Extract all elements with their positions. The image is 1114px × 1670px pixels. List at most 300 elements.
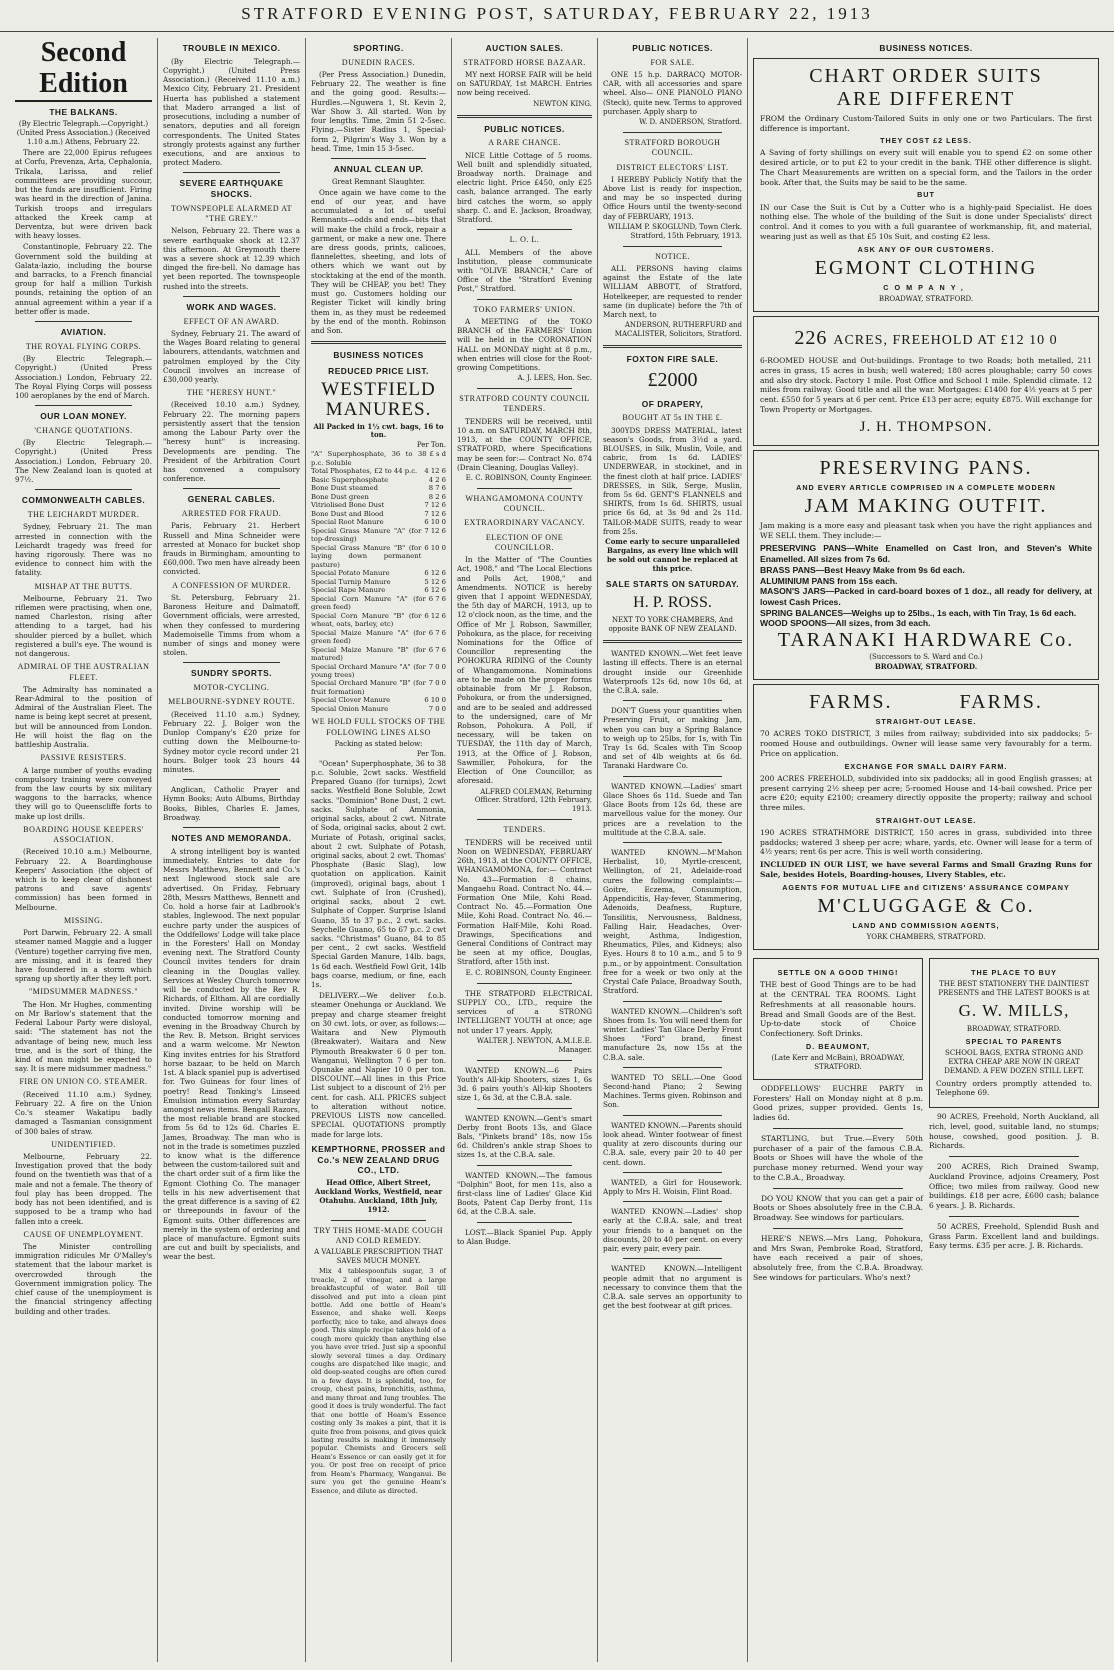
article-heading: THE LEICHARDT MURDER. xyxy=(27,510,140,520)
column-3 xyxy=(306,38,452,1662)
article-body: THE STRATFORD ELECTRICAL SUPPLY CO., LTD., require the services of a STRONG INTELLIGENT YOUTH at once; age not under 17 years. Apply, xyxy=(457,988,592,1035)
price-item-price: 7 0 0 xyxy=(428,679,446,688)
price-row xyxy=(311,663,446,680)
article-dateline: (By Electric Telegraph.—Copyright.) (United Press Association.) (Received 1.10 a.m.) Athens, February 22. xyxy=(16,120,151,147)
price-item-name: Special Grass Manure "A" (for top-dressing) xyxy=(311,526,422,544)
article-body: Paris, February 21. Herbert Russell and Mina Schneider were arrested at Monaco for bucket shop frauds in Birmingham, amounting to £60,000. Two men have already been convicted. xyxy=(163,521,300,577)
price-item-name: Basic Superphosphate xyxy=(311,475,389,484)
ad-note: INCLUDED IN OUR LIST, we have several Farms and Small Grazing Runs for Sale, besides Hotels, Boarding-houses, Livery Stables, etc. xyxy=(760,860,1092,879)
price-item-price: 7 12 6 xyxy=(424,509,446,518)
article-heading: TRY THIS HOME-MADE COUGH AND COLD REMEDY. xyxy=(313,1225,444,1246)
article-heading: STRATFORD BOROUGH COUNCIL. xyxy=(624,138,721,158)
divider xyxy=(773,1228,903,1229)
price-item-price: 7 0 0 xyxy=(428,704,446,713)
price-item-name: Special Orchard Manure "A" (for young trees) xyxy=(311,662,426,679)
article-body: ALL Members of the above Institution, please communicate with "OLIVE BRANCH," Care of Office of the "Stratford Evening Post," Stratford. xyxy=(457,247,592,294)
ad-firm-name: TARANAKI HARDWARE Co. xyxy=(777,629,1075,652)
article-body: (Received 11.10 a.m.) Sydney, February 22. A fire on the Union Co.'s steamer Wakatipu badly damaged a Tasmanian consignment of 300 bales of straw. xyxy=(15,1089,152,1136)
article-body: Sydney, February 21. The award of the Wages Board relating to general labourers, attendants, watchmen and patrolmen employed by the City Council involves an increase of £30,000 yearly. xyxy=(163,328,300,384)
section-title: SEVERE EARTHQUAKE SHOCKS. xyxy=(179,178,284,200)
price-row xyxy=(311,467,446,475)
divider xyxy=(623,1172,722,1173)
price-item-price: 6 7 6 xyxy=(428,645,446,654)
ad-subheading: BUT xyxy=(917,190,935,200)
brand-heading: WESTFIELD MANURES. xyxy=(321,378,436,420)
divider xyxy=(773,1128,903,1129)
price-item-name: Total Phosphates, £2 to 44 p.c. xyxy=(311,467,418,476)
article-body: NICE Little Cottage of 5 rooms. Well built and splendidly situated, Broadway north. Drainage and electric light. Price £450, only £25 cash, balance arranged. The early bird catches the worm, so apply sharp. C. and E. Jackson, Broadway, Stratford. xyxy=(457,150,592,225)
ad-firm-sub: (Successors to S. Ward and Co.) xyxy=(869,653,983,662)
signature: W. D. ANDERSON, Stratford. xyxy=(639,118,742,127)
price-item-price: 8 2 6 xyxy=(428,492,446,501)
ad-taranaki-hardware xyxy=(753,450,1099,681)
divider xyxy=(183,662,280,663)
divider xyxy=(623,246,722,247)
section-title: COMMONWEALTH CABLES. xyxy=(21,495,146,506)
ad-headline: THE PLACE TO BUY xyxy=(971,968,1057,978)
ad-body: 190 ACRES STRATHMORE DISTRICT, 150 acres in grass, subdivided into three paddocks; watered 3 sheep per acre; whare, yards, etc. Owner will lease for a term of 4½ years; rent 6s per acre. This is well worth considering. xyxy=(760,827,1092,857)
ad-body: 200 ACRES FREEHOLD, subdivided into six paddocks; all in good English grasses; at present carrying 2½ sheep per acre; 5-roomed House and 14-bail cowshed. Price per acre £20; equity £2100; creamery directly opposite the property; railway and school three miles. xyxy=(760,773,1092,813)
classified-ad: DO YOU KNOW that you can get a pair of Boots or Shoes absolutely free in the C.B.A. Broadway. See windows for particulars. xyxy=(753,1193,923,1223)
article-heading: FOR SALE. xyxy=(650,57,695,67)
column-4 xyxy=(452,38,598,1662)
price-item-price: 7 0 0 xyxy=(428,662,446,671)
ad-headline: ACRES, FREEHOLD AT £12 10 0 xyxy=(833,333,1058,349)
ad-headline: SETTLE ON A GOOD THING! xyxy=(777,968,899,978)
article-heading: ELECTION OF ONE COUNCILLOR. xyxy=(485,532,564,552)
ad-body: SCHOOL BAGS, EXTRA STRONG AND EXTRA CHEAP ARE NOW IN GREAT DEMAND. A FEW DOZEN STILL LEFT. xyxy=(944,1048,1084,1075)
ad-gw-mills xyxy=(929,958,1099,1108)
divider xyxy=(311,341,446,344)
section-title: AVIATION. xyxy=(60,327,107,338)
section-title: FOXTON FIRE SALE. xyxy=(626,354,719,365)
price-row xyxy=(311,510,446,518)
ad-body: THE best of Good Things are to be had at the CENTRAL TEA ROOMS. Light Refreshments at all reasonable hours. Bread and Small Goods are of the Best. Up-to-date stock of Choice Confectionery. Soft Drinks. xyxy=(760,980,916,1039)
divider xyxy=(949,1156,1079,1157)
section-title: ANNUAL CLEAN UP. xyxy=(333,163,424,174)
price-item-price: 6 12 6 xyxy=(424,569,446,578)
divider xyxy=(477,488,572,489)
article-body: MY next HORSE FAIR will be held on SATURDAY, 1st MARCH. Entries now being received. xyxy=(457,69,592,98)
ad-note: Country orders promptly attended to. Telephone 69. xyxy=(936,1078,1092,1098)
price-row xyxy=(311,629,446,646)
section-title: SUNDRY SPORTS. xyxy=(191,668,272,679)
price-item-price: 7 12 6 xyxy=(424,526,446,535)
article-body: In the Matter of "The Counties Act, 1908," and "The Local Elections and Polls Act, 1908," and Amendments. NOTICE is hereby given that I appoint WEDNESDAY, the 5th day of MARCH, 1913, up to 12 o'clock noon, as the time, and the Office of Mr J. Robson, Sawmiller, Pohokura, as the place, for receiving Nominations for the Office of Councillor representing the POHOKURA RIDING of the County of Whangamomona. Nominations are to be made on the proper forms obtainable from Mr J. Robson, Pohokura, or from the undersigned, and are to be sealed and addressed to the undersigned, care of Mr Robson, Pohokura. A Poll, if necessary, will be taken on TUESDAY, the 11th day of March, 1913, at the Office of J. Robson, Sawmiller, Pohokura, for the Election of One Councillor, as aforesaid. xyxy=(457,555,592,786)
price-item-price: 8 7 6 xyxy=(428,484,446,493)
price-item-price: 6 12 6 xyxy=(424,586,446,595)
firm-address: NEXT TO YORK CHAMBERS, And opposite BANK OF NEW ZEALAND. xyxy=(608,616,737,634)
ad-firm-name: G. W. MILLS, xyxy=(958,1001,1070,1021)
price-row xyxy=(311,527,446,544)
price-item-name: Special Rape Manure xyxy=(311,586,386,595)
price-item-name: Special Grass Manure "B" (for laying down permanent pasture) xyxy=(311,543,422,569)
ad-egmont-clothing xyxy=(753,58,1099,312)
price-item-name: Bone Dust steamed xyxy=(311,484,378,493)
classified-ad: 90 ACRES, Freehold, North Auckland, all rich, level, good, suitable land, no stumps; house, cowshed, good position. J. B. Richards. xyxy=(929,1112,1099,1151)
article-heading: TOWNSPEOPLE ALARMED AT "THE GREY." xyxy=(170,203,293,224)
divider xyxy=(623,1201,722,1202)
article-body: TENDERS will be received until Noon on WEDNESDAY, FEBRUARY 26th, 1913, at the COUNTY OFFICE, WHANGAMOMONA, for:— Contract No. 43—Formation 8 chains, Mangaehu Road. Contract No. 44.—Formation One Mile, Kohi Road. Contract No. 45.—Formation One Mile, Kohi Road. Contract No. 46.—Formation Half-Mile, Kohi Road. Drawings, Specifications and General Conditions of Contract may be seen at my office, Douglas, Stratford, after 15th inst. xyxy=(457,837,592,967)
firm-name: H. P. ROSS. xyxy=(633,593,712,611)
ad-subheading: EXCHANGE FOR SMALL DAIRY FARM. xyxy=(844,761,1008,771)
article-heading: NOTICE. xyxy=(655,251,690,261)
divider xyxy=(477,1165,572,1166)
divider xyxy=(35,405,132,406)
classified-ad: DON'T Guess your quantities when Preserving Fruit, or making Jam, when you can buy a Spring Balance to weigh up to 25lbs, for 1s, with Tin Tray 1s 6d. Scales with Tin Scoop and set of 4lb weights at 6s 6d. Taranaki Hardware Co. xyxy=(603,706,742,771)
per-ton-label: Per Ton. xyxy=(416,749,446,758)
article-body: (Received 10.10 a.m.) Sydney, February 22. The morning papers persistently assert that the tension among the Labour Party over the "heresy hunt" is increasing. Developments are pending. The President of the Arbitration Court has convened a compulsory conference. xyxy=(163,400,300,484)
signature: E. C. ROBINSON, County Engineer. xyxy=(465,968,592,977)
ad-body: 6-ROOMED HOUSE and Out-buildings. Frontage to two Roads; both metalled, 211 acres in grass, 15 acres in bush; well watered; 180 acres ploughable; carry 50 cows and also dry stock. Factory 1 mile. Post Office and School 1 mile. Splendid climate. 12 miles from railway. Good title and all the war. Mortgages: £1400 for 4½ years at 5 per cent. £550 for 5 years at 6 per cent. Price £13 per acre; equity £875. Will exchange for Town Property or Mortgages. xyxy=(760,356,1092,414)
article-body: The Hon. Mr Hughes, commenting on Mr Barlow's statement that the Federal Labour Party were disloyal, said: "The statement has not the advantage of being new, much less true, and is the sort of thing, the kind of man might be expected to say. It is mere midsummer madness." xyxy=(15,999,152,1074)
article-heading: A CONFESSION OF MURDER. xyxy=(172,580,291,590)
article-heading: MISSING. xyxy=(64,915,103,925)
divider xyxy=(35,489,132,490)
column-2 xyxy=(158,38,306,1662)
price-row xyxy=(311,569,446,577)
divider xyxy=(623,1115,722,1116)
article-heading: UNIDENTIFIED. xyxy=(51,1139,116,1149)
advertisement: Anglican, Catholic Prayer and Hymn Books; Auto Albums, Birthday Books, Bibles, Charles E. James, Broadway. xyxy=(163,785,300,822)
article-heading: STRATFORD COUNTY COUNCIL TENDERS. xyxy=(459,394,590,414)
ad-headline: PRESERVING PANS. xyxy=(819,456,1033,479)
ad-left-column xyxy=(753,954,923,1286)
ad-firm-name: M'CLUGGAGE & Co. xyxy=(817,894,1035,917)
price-item-name: Special Corn Manure "B" (for wheat, oats, barley, etc) xyxy=(311,611,422,629)
article-heading: MELBOURNE-SYDNEY ROUTE. xyxy=(168,697,295,707)
article-heading: L. O. L. xyxy=(509,235,540,245)
article-heading: THE "HERESY HUNT." xyxy=(186,388,277,398)
section-title: BUSINESS NOTICES. xyxy=(879,43,973,53)
price-item-price: 7 12 6 xyxy=(424,501,446,510)
ad-subheading: STRAIGHT-OUT LEASE. xyxy=(875,717,977,727)
article-heading: TENDERS. xyxy=(503,825,546,835)
article-body: I HEREBY Publicly Notify that the Above List is ready for inspection, and may be so inspected during Office Hours until the twenty-second day of FEBRUARY, 1913. xyxy=(603,174,742,221)
article-body: A MEETING of the TOKO BRANCH of the FARMERS' Union will be held in the CORONATION HALL on MONDAY night at 8 p.m., when entries will close for the Root-growing Competitions. xyxy=(457,316,592,372)
article-body: Port Darwin, February 22. A small steamer named Maggie and a lugger (Venture) together carrying five men, are missing, and it is feared they have foundered in a storm which sprang up shortly after they left port. xyxy=(15,928,152,984)
hardware-list-item: ALUMINIUM PANS from 15s each. xyxy=(760,575,898,586)
article-body: Melbourne, February 22. Investigation proved that the body found on the twentieth was that of a male and not a female. The theory of foul play has been dropped. The body has not been identified, and is supposed to be a tramp who had fallen into a creek. xyxy=(15,1152,152,1226)
divider xyxy=(457,115,592,118)
divider xyxy=(477,299,572,300)
article-body: "Ocean" Superphosphate, 36 to 38 p.c. Soluble, 2cwt sacks. Westfield Prepared Guano (for turnips), 2cwt sacks. Westfield Bone Soluble, 2cwt sacks. "Dominion" Bone Dust, 2 cwt. sacks. Sulphate of Ammonia, original sacks, about 2 cwt. Nitrate of Soda, original sacks, about 2 cwt. Muriate of Potash, original sacks, about 2 cwt. Sulphate of Potash, original sacks, about 2 cwt. Thomas' Phosphate (Basic Slag), low quotation on application. Kainit (improved), original bags, about 1 cwt. Sulphate of Iron (Crushed), original sacks, about 2 cwt. Sulphate of Copper. Surprise Island Guano, 35 to 37 p.c., 2 cwt. sacks. Seychelle Guano, 65 to 67 p.c. 2 cwt sacks. "Christmas" Guano, 84 to 85 per cent., 2 cwt sacks. Westfield Special Garden Manure, 14lb. bags, 1s 6d each. Westfield Fowl Grit, 14lb bags coarse, medium, or fine, each 1s. xyxy=(311,758,446,990)
section-title: GENERAL CABLES. xyxy=(187,494,276,505)
ad-firm-name: EGMONT CLOTHING xyxy=(814,256,1038,279)
classified-ad: LOST.—Black Spaniel Pup. Apply to Alan Budge. xyxy=(457,1227,592,1246)
article-heading: ARRESTED FOR FRAUD. xyxy=(181,509,282,519)
price-item-price: 6 12 6 xyxy=(424,611,446,620)
ad-address: BROADWAY, STRATFORD. xyxy=(966,1024,1062,1033)
signature: A. J. LEES, Hon. Sec. xyxy=(517,374,592,383)
section-title: OUR LOAN MONEY. xyxy=(40,411,127,422)
price-row xyxy=(311,578,446,586)
article-body: (By Electric Telegraph.—Copyright.) (United Press Association.) London, February 20. The New Zealand loan is quoted at 97½. xyxy=(15,438,152,485)
edition-title: Second Edition xyxy=(15,38,152,102)
classified-ad: WANTED KNOWN.—Ladies' smart Glace Shoes 6s 11d. Suede and Tan Glace Boots from 12s 6d, these are marvellous value for the money. Our prices are a revelation to the multitude at the C.B.A. sale. xyxy=(603,781,742,837)
price-item-price: 6 10 0 xyxy=(424,518,446,527)
ad-headline: FARMS. FARMS. xyxy=(809,691,1043,714)
ad-body: FROM the Ordinary Custom-Tailored Suits in only one or two Particulars. The first difference is important. xyxy=(760,113,1092,133)
price-item-name: Special Potato Manure xyxy=(311,569,390,578)
ad-subheading: ASK ANY OF OUR CUSTOMERS. xyxy=(857,244,995,254)
firm-address: Head Office, Albert Street, Auckland Works, Westfield, near Otahuhu. Auckland, 18th July, 1912. xyxy=(314,1178,443,1214)
article-body: DELIVERY.—We deliver f.o.b. steamer Onehunga or Auckland. We prepay and charge steamer freight on 30 cwt. lots, or over, as follows:— Waitara and New Plymouth (Breakwater). Waitara and New Plymouth Breakwater 6 0 per ton. Wanganui, Wellington 7 6 per ton. Opunake and Napier 10 0 per ton. DISCOUNT.—All lines in this Price List subject to a discount of 2½ per cent. for cash. ALL PRICES subject to alteration without notice. PREVIOUS LISTS now cancelled. SPECIAL QUOTATIONS promptly made for large lots. xyxy=(311,991,446,1139)
classified-ad: WANTED KNOWN.—Intelligent people admit that no argument is necessary to convince them that the C.B.A. sale serves an opportunity to get the best footwear at gift prices. xyxy=(603,1264,742,1311)
divider xyxy=(35,321,132,322)
article-body: Mix 4 tablespoonfuls sugar, 3 of treacle, 2 of vinegar, and a large breakfastcupful of water. Boil till dissolved and put into a clean pint bottle. Add one bottle of Heam's Essence, and shake well. Keeps perfectly, nice to take, and always does good. This simple recipe takes hold of a cough more quickly than anything else you have ever tried. Just sip a spoonful slowly several times a day. Ordinary coughs are dispatched like magic, and old deep-seated coughs are often cured in a few days. It is splendid, too, for croup, chest pains, bronchitis, asthma, and many throat and lung troubles. The good it does is truly wonderful. The fact that one bottle of Heam's Essence costing only 3s makes a pint, that it is quite free from poisons, and gives quick lasting results is making it immensely popular. Chemists and Grocers sell Heam's Essence or can easily get it for you. Or post free on receipt of price from Heam's Pharmacy, Wanganui. Be sure you get the genuine Heam's Essence, and dilute as directed. xyxy=(311,1267,446,1495)
price-item-name: Vitriolised Bone Dust xyxy=(311,501,385,510)
price-item-name: Special Onion Manure xyxy=(311,704,389,713)
divider xyxy=(477,983,572,984)
classified-ad: WANTED TO SELL.—One Good Second-hand Piano; 2 Sewing Machines. Terms given. Robinson and Son. xyxy=(603,1072,742,1110)
ad-firm-sub: LAND AND COMMISSION AGENTS, xyxy=(852,920,1000,930)
price-row xyxy=(311,493,446,501)
classified-ad: WANTED KNOWN.—Wet feet leave lasting ill effects. There is an eternal drought inside our Greenhide Waterproofs 12s 6d, now 10s 6d, at the C.B.A. sale. xyxy=(603,649,742,695)
ad-body: THE BEST STATIONERY THE DAINTIEST PRESENTS and THE LATEST BOOKS is at xyxy=(938,980,1090,998)
divider xyxy=(623,700,722,701)
ad-address: (Late Kerr and McBain), BROADWAY, STRATFORD. xyxy=(771,1054,905,1072)
article-subheading: Packing as stated below: xyxy=(334,739,423,748)
ad-mccluggage-farms xyxy=(753,684,1099,950)
hardware-list-item: BRASS PANS—Best Heavy Make from 9s 6d each. xyxy=(760,564,965,575)
ad-address: BROADWAY, STRATFORD. xyxy=(878,295,974,304)
classified-ad: 200 ACRES, Rich Drained Swamp, Auckland Province, adjoins Creamery, Post Office; two miles from railway. Good new buildings. £18 per acre, £600 cash; balance 6 years. J. B. Richards. xyxy=(929,1162,1099,1211)
divider xyxy=(183,827,280,828)
ad-address: YORK CHAMBERS, STRATFORD. xyxy=(866,933,986,942)
article-body: ONE 15 h.p. DARRACQ MOTOR-CAR, with all accessories and spare wheel. Also— ONE PIANOLO PIANO (Steck), quite new. Terms to approved purchaser. Apply sharp to xyxy=(603,69,742,116)
article-heading: MOTOR-CYCLING. xyxy=(193,683,270,693)
article-heading: STRATFORD HORSE BAZAAR. xyxy=(463,57,586,67)
price-row xyxy=(311,705,446,713)
price-item-name: Special Corn Manure "A" (for green feed) xyxy=(311,594,426,612)
hardware-list-item: SPRING BALANCES—Weighs up to 25lbs., 1s each, with Tin Tray, 1s 6d each. xyxy=(760,607,1077,618)
divider xyxy=(603,345,742,348)
article-body: (Per Press Association.) Dunedin, February 22. The weather is fine and the going good. Results:— Hurdles.—Nguwera 1, St. Kevin 2, War Show 3. All started. Won by four lengths. Time, 2min 51 2-5sec. Flying.—Sister Radius 1, Special-form 2, Pilgrim's Way 3. Won by a head. Time, 1min 15 3-5sec. xyxy=(311,69,446,153)
divider xyxy=(331,158,426,159)
article-heading: FIRE ON UNION CO. STEAMER. xyxy=(19,1077,148,1087)
signature: WILLIAM P. SKOGLUND, Town Clerk. Stratford, 15th February, 1913. xyxy=(607,222,742,240)
hardware-list-item: MASON'S JARS—Packed in card-board boxes of 1 doz., all ready for delivery, at lowest Cash Prices. xyxy=(760,586,1092,607)
article-subheading: A VALUABLE PRESCRIPTION THAT SAVES MUCH MONEY. xyxy=(314,1248,443,1266)
ad-headline: JAM MAKING OUTFIT. xyxy=(804,494,1048,517)
price-row xyxy=(311,595,446,612)
ad-firm-name: J. H. THOMPSON. xyxy=(859,418,993,435)
article-heading: DISTRICT ELECTORS' LIST. xyxy=(616,162,729,172)
classified-ad: WANTED, a Girl for Housework. Apply to Mrs H. Woisin, Flint Road. xyxy=(603,1177,742,1197)
article-heading: ADMIRAL OF THE AUSTRALIAN FLEET. xyxy=(17,662,150,682)
article-body: The Minister controlling immigration ridicules Mr O'Malley's statement that the labour market is overcrowded through the Government immigration policy. The chief cause of the unemployment is the financial stringency affecting building and other trades. xyxy=(15,1241,152,1316)
article-body: (Received 10.10 a.m.) Melbourne, February 22. A Boardinghouse Keepers' Association (the object of which is to keep clear of dishonest patrons and save agents' commission) has been formed in Melbourne. xyxy=(15,847,152,912)
article-body: (By Electric Telegraph.—Copyright.) (United Press Association.) (Received 11.10 a.m.) Mexico City, February 21. President Huerta has published a statement that Madero arranged a list of prosecutions, including a number of senators, deputies and all foreign correspondents. The United States strongly protests against any further executions, and are anxious to protect Madero. xyxy=(163,56,300,168)
section-title: PUBLIC NOTICES. xyxy=(632,43,713,53)
article-heading: CAUSE OF UNEMPLOYMENT. xyxy=(23,1229,144,1239)
sale-start: SALE STARTS ON SATURDAY. xyxy=(605,578,740,589)
article-subheading: BOUGHT AT 5s IN THE £. xyxy=(622,413,723,423)
ad-subheading: THEY COST £2 LESS. xyxy=(880,136,972,146)
divider xyxy=(603,640,742,643)
brand-subheading: All Packed in 1½ cwt. bags, 16 to ton. xyxy=(313,421,444,440)
price-row xyxy=(311,501,446,509)
ad-subheading: SPECIAL TO PARENTS xyxy=(965,1036,1063,1046)
price-row xyxy=(311,679,446,696)
classified-ad: WANTED KNOWN.—Parents should look ahead. Winter footwear of finest quality at zero discounts during our C.B.A. sale, every pair 20 to 40 per cent. down. xyxy=(603,1120,742,1167)
divider xyxy=(477,1108,572,1109)
article-subheading: Great Remnant Slaughter. xyxy=(331,177,426,186)
article-heading: DUNEDIN RACES. xyxy=(341,57,416,67)
ad-agents: AGENTS FOR MUTUAL LIFE and CITIZENS' ASSURANCE COMPANY xyxy=(782,882,1070,892)
divider xyxy=(623,132,722,133)
classified-ad: STARTLING, but True.—Every 50th purchaser of a pair of the famous C.B.A. Boots or Shoes will have the whole of the purchase money returned. Wend your way to the C.B.A., Broadway. xyxy=(753,1133,923,1182)
masthead: STRATFORD EVENING POST, SATURDAY, FEBRUARY 22, 1913 xyxy=(0,4,1114,32)
section-title: THE BALKANS. xyxy=(49,106,118,117)
classified-ad: WANTED KNOWN.—Ladies' shop early at the C.B.A. sale, and treat your friends to a banquet on the discounts, 20 to 40 per cent. on every pair, every pair, every pair. xyxy=(603,1207,742,1254)
price-item-name: Bone Dust green xyxy=(311,492,369,501)
signature: NEWTON KING. xyxy=(533,99,592,108)
column-5 xyxy=(598,38,748,1662)
price-row xyxy=(311,612,446,629)
ad-subheading: STRAIGHT-OUT LEASE. xyxy=(875,815,977,825)
article-body: Nelson, February 22. There was a severe earthquake shock at 12.37 this afternoon. At Greymouth there was a severe shock at 12.39 which dinged the fire-bell. No damage has yet been reported. The townspeople rushed into the streets. xyxy=(163,226,300,291)
article-body: A strong intelligent boy is wanted immediately. Entries to date for Messrs Matthews, Bennett and Co.'s next Inglewood stock sale are advertised. On Friday, February 28th, Messrs Matthews, Bennett and Co. hold a horse fair at Ladbrook's stables, Inglewood. The next popular euchre party under the auspices of the Oddfellows' Lodge will take place in the Foresters' Hall on Monday evening next. The Stratford County Council invites tenders for drain cleaning in the Douglas valley. Services at Wesley Church tomorrow will be conducted by the Rev R. Richards, of Eltham. All are cordially invited. Divine worship will be conducted tomorrow morning and evening in the Broadway Church by the Rev. B. Metson. Bright services and a warm welcome. Mr Newton King invites entries for his Stratford horse bazaar, to be held on March 1st. A black spaniel pup is advertised for. Two Guineas for four lines of poetry! Read Tonking's Linseed Emulsion intimation every Saturday amongst news items. Bengall Razors, the most reliable brand are stocked from 5s 6d to 12s 6d. Charles E. James, Broadway. The man who is not in the trade is sometimes puzzled to know what is the difference between the custom-tailored suit and the chart order suit of a firm like the Egmont Clothing Co. The manager tells in his new advertisement that the great difference is a saving of £2 or threepounds in favour of the Egmont suits. Other differences are merely in the system of ordering and place of manufacture. Egmont suits are cut and built by specialists, and wear the best. xyxy=(163,846,300,1262)
price-item-price: £ s d xyxy=(429,450,446,459)
signature: E. C. ROBINSON, County Engineer. xyxy=(465,473,592,482)
price-row xyxy=(311,484,446,492)
ad-address: BROADWAY, STRATFORD. xyxy=(874,662,978,672)
divider xyxy=(949,1216,1079,1217)
price-row xyxy=(311,586,446,594)
article-body: 300YDS DRESS MATERIAL, latest season's Goods, from 3½d a yard. BLOUSES, in Silk, Muslin, Voile, and cabric, from 1s 6d. LADIES' UNDERWEAR, in stockinet, and in the finest cloth at half price. LADIES' DRESSES, in Silk, Serge, Muslin, from 5s 6d. GENT'S FLANNELS and SHIRTS, from 1s 6d. SHIRTS, usual price 6s 6d, at 3s 9d and 2s 11d. TAILOR-MADE SUITS, ready to wear from 25s. xyxy=(603,425,742,536)
article-body: St. Petersburg, February 21. Baroness Heiture and Dalmatoff, Government officials, were arrested, when they confessed to murdering Mademoiselle Timms from whom a number of sings and money were stolen. xyxy=(163,592,300,658)
ad-central-tea-rooms xyxy=(753,958,923,1080)
price-row xyxy=(311,518,446,526)
ad-subheading: AND EVERY ARTICLE COMPRISED IN A COMPLETE MODERN xyxy=(796,482,1056,492)
divider xyxy=(477,229,572,230)
price-item-name: Special Root Manure xyxy=(311,518,384,527)
ad-right-column xyxy=(929,954,1099,1286)
classified-ad: WANTED KNOWN.—6 Pairs Youth's All-kip Shooters, sizes 1, 6s 3d. 6 pairs youth's All-kip Shooters size 1, 6s 3d, at the C.B.A. sale. xyxy=(457,1065,592,1103)
section-title: TROUBLE IN MEXICO. xyxy=(182,43,281,53)
per-ton-label: Per Ton. xyxy=(416,441,446,450)
article-body: (By Electric Telegraph.—Copyright.) (United Press Association.) London, February 22. The Royal Flying Corps will possess 100 aeroplanes by the end of March. xyxy=(15,354,152,400)
classified-ad: 50 ACRES, Freehold, Splendid Bush and Grass Farm. Excellent land and buildings. Easy terms. £35 per acre. J. B. Richards. xyxy=(929,1221,1099,1251)
section-title: BUSINESS NOTICES xyxy=(333,350,424,361)
divider xyxy=(183,296,280,297)
divider xyxy=(477,388,572,389)
sale-note: Come early to secure unparalleled Bargains, as every line which will be sold out cannot be replaced at this price. xyxy=(605,537,740,573)
signature: ANDERSON, RUTHERFURD and MACALISTER, Solicitors, Stratford. xyxy=(614,321,742,339)
classified-ad: ODDFELLOWS' EUCHRE PARTY in Foresters' Hall on Monday night at 8 p.m. Good prizes, supper provided. Gents 1s, ladies 6d. xyxy=(753,1083,923,1123)
firm-name: KEMPTHORNE, PROSSER and Co.'s NEW ZEALAND DRUG CO., LTD. xyxy=(311,1143,446,1176)
article-body: Constantinople, February 22. The Government sold the building at Galata-lazio, including the bourse and barracks, to a French financial group for half a million Turkish pounds, retaining the option of an annual agreement within a year if a better offer is made. xyxy=(15,242,152,316)
divider xyxy=(623,1258,722,1259)
article-heading: PASSIVE RESISTERS. xyxy=(40,753,127,763)
article-heading: MISHAP AT THE BUTTS. xyxy=(34,581,133,591)
divider xyxy=(183,779,280,780)
price-row xyxy=(311,544,446,569)
hardware-list-item: PRESERVING PANS—White Enamelled on Cast Iron, and Steven's White Enamelled. All sizes from 7s 6d. xyxy=(760,543,1092,565)
divider xyxy=(477,1060,572,1061)
ad-headline: ARE DIFFERENT xyxy=(836,87,1016,110)
section-title: SPORTING. xyxy=(353,43,404,53)
ad-two-column-block xyxy=(753,954,1099,1286)
divider xyxy=(477,819,572,820)
column-1 xyxy=(10,38,158,1662)
classified-ad: WANTED KNOWN.—Gent's smart Derby front Boots 13s, and Glace Bals, "Pinkets brand" 18s, now 15s 6d. Children's ankle strap Shoes to sizes 1s, at the C.B.A. sale. xyxy=(457,1113,592,1160)
divider xyxy=(623,1067,722,1068)
classified-ad: WANTED KNOWN.—Children's soft Shoes from 1s. You will need them for winter. Ladies' Tan Glace Derby Front Shoes "Ford" brand, finest manufacture 2s, now 15s at the C.B.A. sale. xyxy=(603,1006,742,1062)
acres-number: 226 xyxy=(794,327,828,350)
price-item-name: Special Turnip Manure xyxy=(311,577,391,586)
price-item-price: 6 10 0 xyxy=(424,696,446,705)
section-title: AUCTION SALES. xyxy=(485,43,564,53)
price-row xyxy=(311,450,446,467)
price-item-name: Special Maize Manure "A" (for green feed) xyxy=(311,628,426,646)
price-item-price: 6 7 6 xyxy=(428,594,446,603)
section-title: PUBLIC NOTICES. xyxy=(484,123,565,134)
article-heading: 'CHANGE QUOTATIONS. xyxy=(34,425,133,435)
ad-firm-sub: COMPANY, xyxy=(883,282,969,292)
ad-body: A Saving of forty shillings on every suit will enable you to spend £2 on some other desired article, or to put £2 to your credit in the bank. THE other difference is slight. The Chart Measurements are written on a special form, and the Tailors in the order book. After that, the Suits may be said to be the same. xyxy=(760,148,1092,187)
newspaper-columns xyxy=(10,38,1104,1662)
article-body: ALL PERSONS having claims against the Estate of the late WILLIAM ABBOTT, of Stratford, Hotelkeeper, are requested to render same (in duplicate) before the 7th of March next, to xyxy=(603,263,742,320)
price-item-price: 6 7 6 xyxy=(428,628,446,637)
article-heading: "MIDSUMMER MADNESS." xyxy=(29,987,138,997)
ad-body: IN our Case the Suit is Cut by a Cutter who is a highly-paid Specialist. He does nothing else. The whole of the building of the Suit is done under Specialists' direct control. And it comes to you with a full guarantee of workmanship, fit, and material, wearing just as well as that £5 10s Suit, and costing £2 less. xyxy=(760,202,1092,241)
price-row xyxy=(311,476,446,484)
divider xyxy=(773,1188,903,1189)
article-body: Sydney, February 21. The man arrested in connection with the Leichardt tragedy was freed for having rigorously. There was no evidence to connect him with the fatality. xyxy=(15,522,152,578)
hardware-list xyxy=(760,543,1092,629)
article-body: The Admiralty has nominated a Rear-Admiral to the position of Admiral of the Australian Fleet. The name is being kept secret at present, but will be announced from London. He will hoist the flag on the battleship Australia. xyxy=(15,684,152,750)
section-title: NOTES AND MEMORANDA. xyxy=(171,833,292,844)
price-item-price: 4 12 6 xyxy=(424,467,446,476)
price-item-name: Bone Dust and Blood xyxy=(311,509,384,518)
divider xyxy=(183,172,280,173)
price-item-price: 6 10 0 xyxy=(424,543,446,552)
price-item-name: Special Maize Manure "B" (for matured) xyxy=(311,645,426,663)
hardware-list-item: WOOD SPOONS—All sizes, from 3d each. xyxy=(760,618,931,629)
divider xyxy=(477,1222,572,1223)
column-6 xyxy=(748,38,1104,1662)
price-item-price: 4 2 6 xyxy=(428,475,446,484)
article-body: There are 22,000 Epirus refugees at Corfu, Prevenza, Arta, Cephalonia, Trikala, Larissa, and relief committees are providing succour, but the funds are insufficient. Firing was heard in the direction of Janina. Turkish troops and irregulars attacked the Kreek camp at Derventza, but were driven back with heavy losses. xyxy=(15,148,152,241)
divider xyxy=(183,488,280,489)
classified-ad: WANTED KNOWN.—The famous "Dolphin" Boot, for men 11s, also a first-class line of Ladies' Glace Kid Boots, Patent Cap Derby front, 11s 6d, at the C.B.A. sale. xyxy=(457,1170,592,1217)
article-heading: EFFECT OF AN AWARD. xyxy=(183,316,280,326)
ad-farm-header xyxy=(760,323,1092,353)
article-body: Melbourne, February 21. Two riflemen were practising, when one, named Charleston, rising after attending to a target, had his shoulder pierced by a bullet, which registered a bull's eye. The wound is not dangerous. xyxy=(15,593,152,659)
divider xyxy=(623,842,722,843)
ad-headline: CHART ORDER SUITS xyxy=(809,64,1043,87)
signature: ALFRED COLEMAN, Returning Officer. Stratford, 12th February, 1913. xyxy=(474,787,592,814)
price-item-name: "A" Superphosphate, 36 to 38 p.c. Soluble xyxy=(311,450,427,467)
classified-ad: HERE'S NEWS.—Mrs Lang, Pohokura, and Mrs Swan, Pembroke Road, Stratford, have each received a pair of shoes, absolutely free, from the C.B.A. Broadway. See windows for particulars. Who's next? xyxy=(753,1233,923,1282)
divider xyxy=(623,1001,722,1002)
article-heading: A RARE CHANCE. xyxy=(488,138,561,148)
signature: WALTER J. NEWTON, A.M.I.E.E. Manager. xyxy=(476,1036,592,1054)
article-heading: REDUCED PRICE LIST. xyxy=(328,365,429,376)
ad-body: 70 ACRES TOKO DISTRICT, 3 miles from railway; subdivided into six paddocks; 5-roomed House and outbuildings. Owner will lease same very favourably for a term. Price on application. xyxy=(760,729,1092,758)
section-title: WORK AND WAGES. xyxy=(186,301,277,312)
price-list xyxy=(311,450,446,713)
ad-thompson-farm xyxy=(753,316,1099,446)
article-body: A large number of youths evading compulsory training were conveyed from the law courts by six military waggons to the barracks, whence they will go to Queenscliffe forts to make up lost drills. xyxy=(15,765,152,821)
classified-ad: WANTED KNOWN.—M'Mahon Herbalist, 10, Myrtle-crescent, Wellington, of 21, Adelaide-road cures the following complaints:—Goitre, Eczema, Consumption, Appendicitis, Hay-fever, Stammering, Adenoids, Deafness, Rupture, Tonsilitis, Nervousness, Baldness, Falling Hair, Headaches, Over-weight, Asthma, Indigestion, Rheumatics, Piles, and Kidneys; also Eyes. Hours 8 to 10 a.m., and 5 to 9 p.m., or by appointment. Consultation free for a week or two only at the Crystal Cafe Palace, Broadway South, Stratford. xyxy=(603,848,742,996)
price-row xyxy=(311,696,446,704)
divider xyxy=(331,1220,426,1221)
ad-firm-name: D. BEAUMONT, xyxy=(806,1041,870,1051)
